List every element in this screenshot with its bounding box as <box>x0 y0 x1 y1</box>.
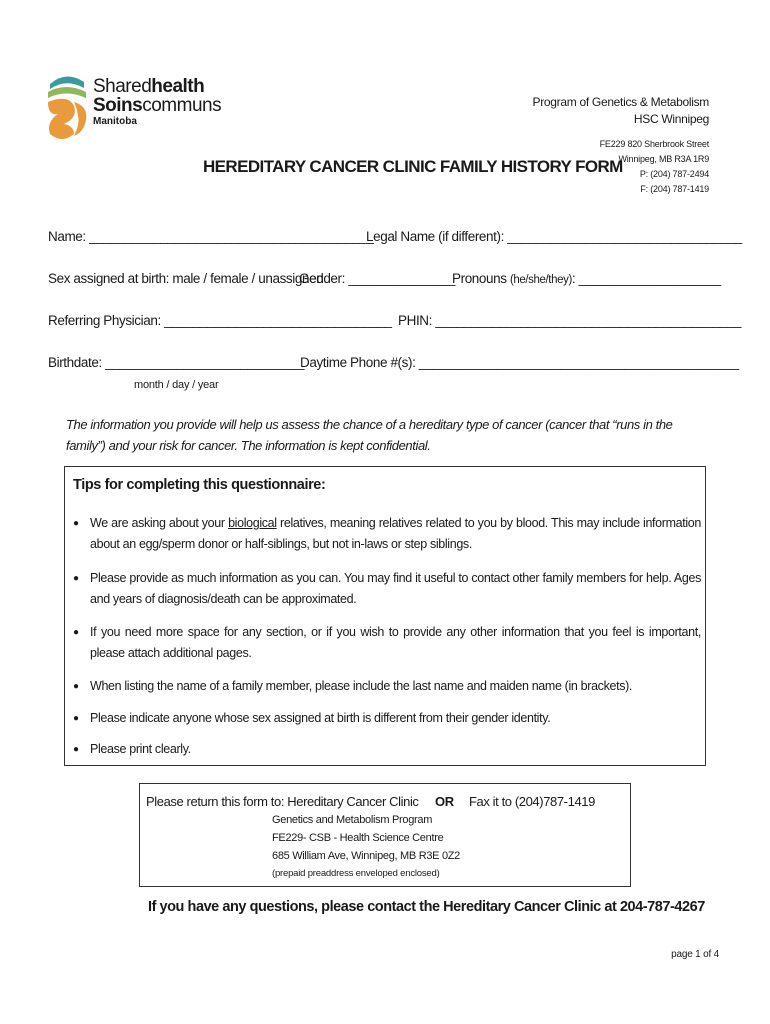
bullet-icon: ● <box>73 744 79 755</box>
bullet-icon: ● <box>73 573 79 584</box>
logo-line-1: Sharedhealth <box>93 76 205 97</box>
return-instructions-box <box>139 783 631 887</box>
tip-text: Please print clearly. <box>90 742 191 756</box>
shared-health-logo-icon <box>44 72 90 142</box>
pronouns-hint: (he/she/they) <box>509 274 572 286</box>
bullet-icon: ● <box>73 713 79 724</box>
return-or: OR <box>435 794 454 809</box>
birthdate-hint: month / day / year <box>134 379 219 391</box>
form-title: HEREDITARY CANCER CLINIC FAMILY HISTORY FORM <box>203 157 623 176</box>
daytime-phone-field[interactable]: Daytime Phone #(s): _____________________________________________ <box>300 355 739 370</box>
tips-title: Tips for completing this questionnaire: <box>73 477 326 493</box>
bullet-icon: ● <box>73 518 79 529</box>
legal-name-field[interactable]: Legal Name (if different): _________________________________ <box>366 229 742 244</box>
address-city: Winnipeg, MB R3A 1R9 <box>618 154 709 164</box>
logo-line-2: Soinscommuns <box>93 95 222 116</box>
address-phone: P: (204) 787-2494 <box>639 169 709 179</box>
pronouns-field[interactable] <box>452 271 721 286</box>
pronouns-blank: : ____________________ <box>571 271 721 286</box>
program-name: Program of Genetics & Metabolism <box>532 95 709 109</box>
tips-box <box>64 466 706 766</box>
address-street: FE229 820 Sherbrook Street <box>599 139 709 149</box>
tip-item <box>73 708 701 729</box>
return-address: 685 William Ave, Winnipeg, MB R3E 0Z2 <box>272 850 461 862</box>
return-fax: Fax it to (204)787-1419 <box>469 794 595 809</box>
return-label: Please return this form to: Hereditary Cancer Clinic <box>146 794 419 809</box>
phin-field[interactable]: PHIN: ___________________________________________ <box>398 313 742 328</box>
bullet-icon: ● <box>73 627 79 638</box>
tip-text: Please indicate anyone whose sex assigned at birth is different from their gender identity. <box>90 711 551 725</box>
program-site: HSC Winnipeg <box>633 112 709 126</box>
return-program: Genetics and Metabolism Program <box>272 814 433 826</box>
tip-item <box>73 622 701 664</box>
return-envelope-note: (prepaid preaddress enveloped enclosed) <box>272 868 440 879</box>
intro-paragraph: The information you provide will help us assess the chance of a hereditary type of cancer (cancer that “runs in the family”) and your risk for cancer. The information is kept confidential. <box>66 417 673 453</box>
logo-wordmark <box>93 77 221 127</box>
page-number: page 1 of 4 <box>671 949 719 960</box>
return-building: FE229- CSB - Health Science Centre <box>272 832 444 844</box>
tip-text: Please provide as much information as you can. You may find it useful to contact other family members for help. Ages and years of diagnosis/death can be approximated. <box>90 571 701 606</box>
bullet-icon: ● <box>73 681 79 692</box>
tip-item <box>73 676 701 697</box>
referring-physician-field[interactable]: Referring Physician: ________________________________ <box>48 313 392 328</box>
sex-assigned-field[interactable]: Sex assigned at birth: male / female / unassigned <box>48 271 324 286</box>
name-field[interactable]: Name: ________________________________________ <box>48 229 374 244</box>
logo-province: Manitoba <box>93 116 137 127</box>
tip-text: We are asking about your biological relatives, meaning relatives related to you by blood. This may include information about an egg/sperm donor or half-siblings, but not in-laws or step siblings. <box>90 516 702 551</box>
address-fax: F: (204) 787-1419 <box>640 184 709 194</box>
contact-question: If you have any questions, please contact the Hereditary Cancer Clinic at 204-787-4267 <box>148 899 705 915</box>
tip-text: When listing the name of a family member, please include the last name and maiden name (in brackets). <box>90 679 633 693</box>
program-header <box>533 94 709 128</box>
tip-item <box>73 739 701 760</box>
pronouns-label: Pronouns <box>452 271 510 286</box>
gender-field[interactable]: Gender: _______________ <box>299 271 455 286</box>
birthdate-field[interactable]: Birthdate: ____________________________ <box>48 355 305 370</box>
tip-item <box>73 513 701 555</box>
tip-item <box>73 568 701 610</box>
tip-text: If you need more space for any section, or if you wish to provide any other information that you feel is important, please attach additional pages. <box>90 625 701 660</box>
